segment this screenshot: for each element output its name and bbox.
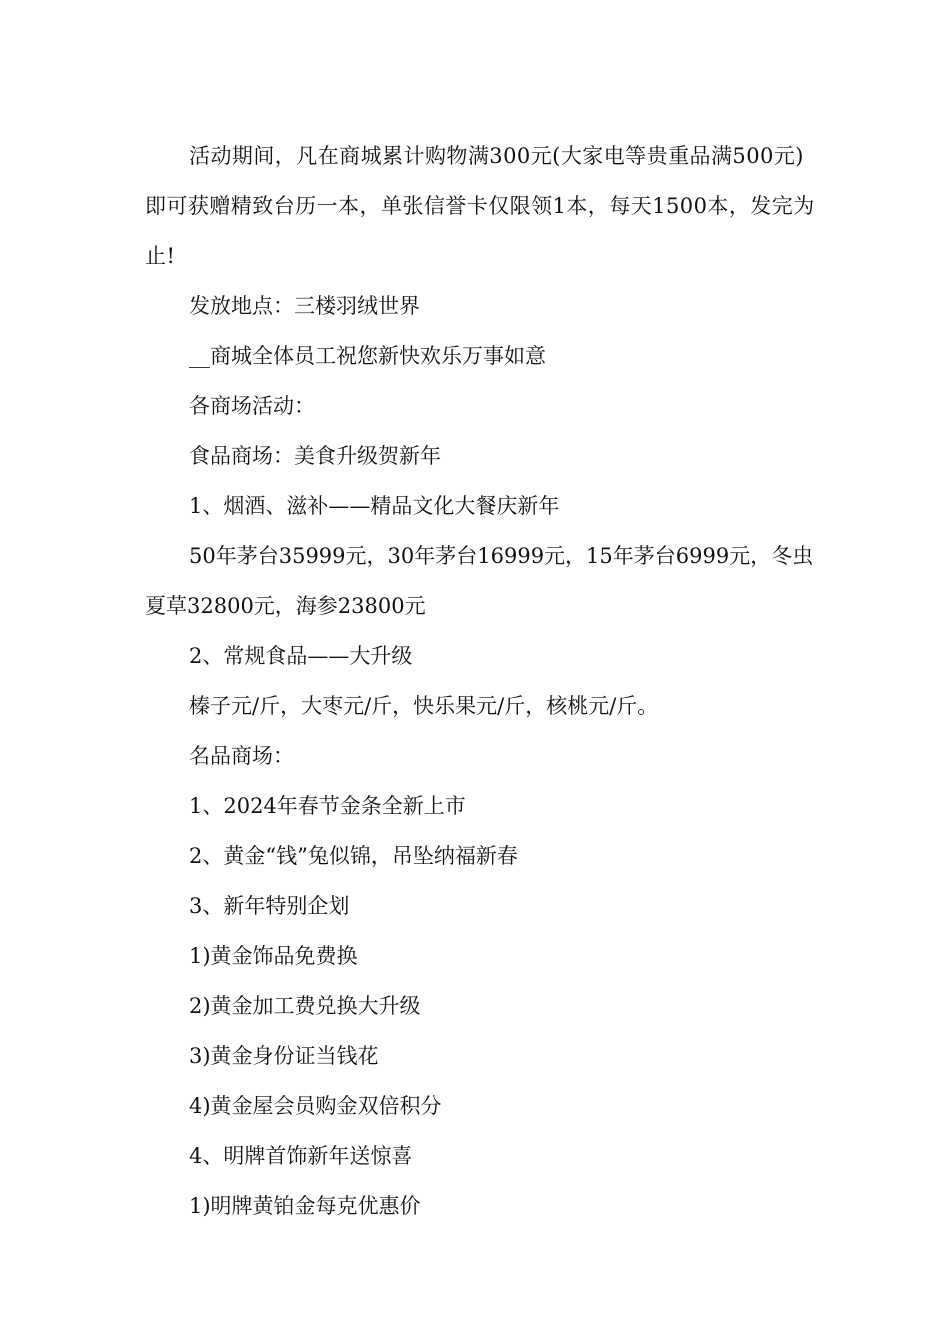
paragraph-food-store-heading: 食品商场：美食升级贺新年 [189, 444, 441, 468]
paragraph-food-item-2: 2、常规食品——大升级 [189, 644, 413, 668]
paragraph-store-activities-heading: 各商场活动： [189, 394, 315, 418]
paragraph-greeting: __商城全体员工祝您新快欢乐万事如意 [189, 344, 546, 368]
paragraph-brand-item-2: 2、黄金“钱”兔似锦，吊坠纳福新春 [189, 844, 518, 868]
paragraph-food-item-1: 1、烟酒、滋补——精品文化大餐庆新年 [189, 494, 560, 518]
paragraph-brand-item-1: 1、2024年春节金条全新上市 [189, 794, 466, 818]
paragraph-brand-store-heading: 名品商场： [189, 744, 294, 768]
paragraph-pickup-location: 发放地点：三楼羽绒世界 [189, 294, 420, 318]
paragraph-subitem-1: 1)黄金饰品免费换 [189, 944, 358, 968]
paragraph-nut-prices: 榛子元/斤，大枣元/斤，快乐果元/斤，核桃元/斤。 [189, 694, 659, 718]
paragraph-brand-item-3: 3、新年特别企划 [189, 894, 350, 918]
paragraph-gift-offer: 活动期间，凡在商城累计购物满300元(大家电等贵重品满500元)即可获赠精致台历一本，单张信誉卡仅限领1本，每天1500本，发完为止! [145, 144, 815, 268]
paragraph-subitem-4: 4)黄金屋会员购金双倍积分 [189, 1094, 442, 1118]
paragraph-liquor-prices: 50年茅台35999元，30年茅台16999元，15年茅台6999元，冬虫夏草32800元，海参23800元 [145, 544, 814, 618]
paragraph-brand-item-4: 4、明牌首饰新年送惊喜 [189, 1144, 413, 1168]
document-body [145, 131, 815, 1231]
paragraph-subitem-jewelry-1: 1)明牌黄铂金每克优惠价 [189, 1194, 421, 1218]
paragraph-subitem-3: 3)黄金身份证当钱花 [189, 1044, 379, 1068]
paragraph-subitem-2: 2)黄金加工费兑换大升级 [189, 994, 421, 1018]
